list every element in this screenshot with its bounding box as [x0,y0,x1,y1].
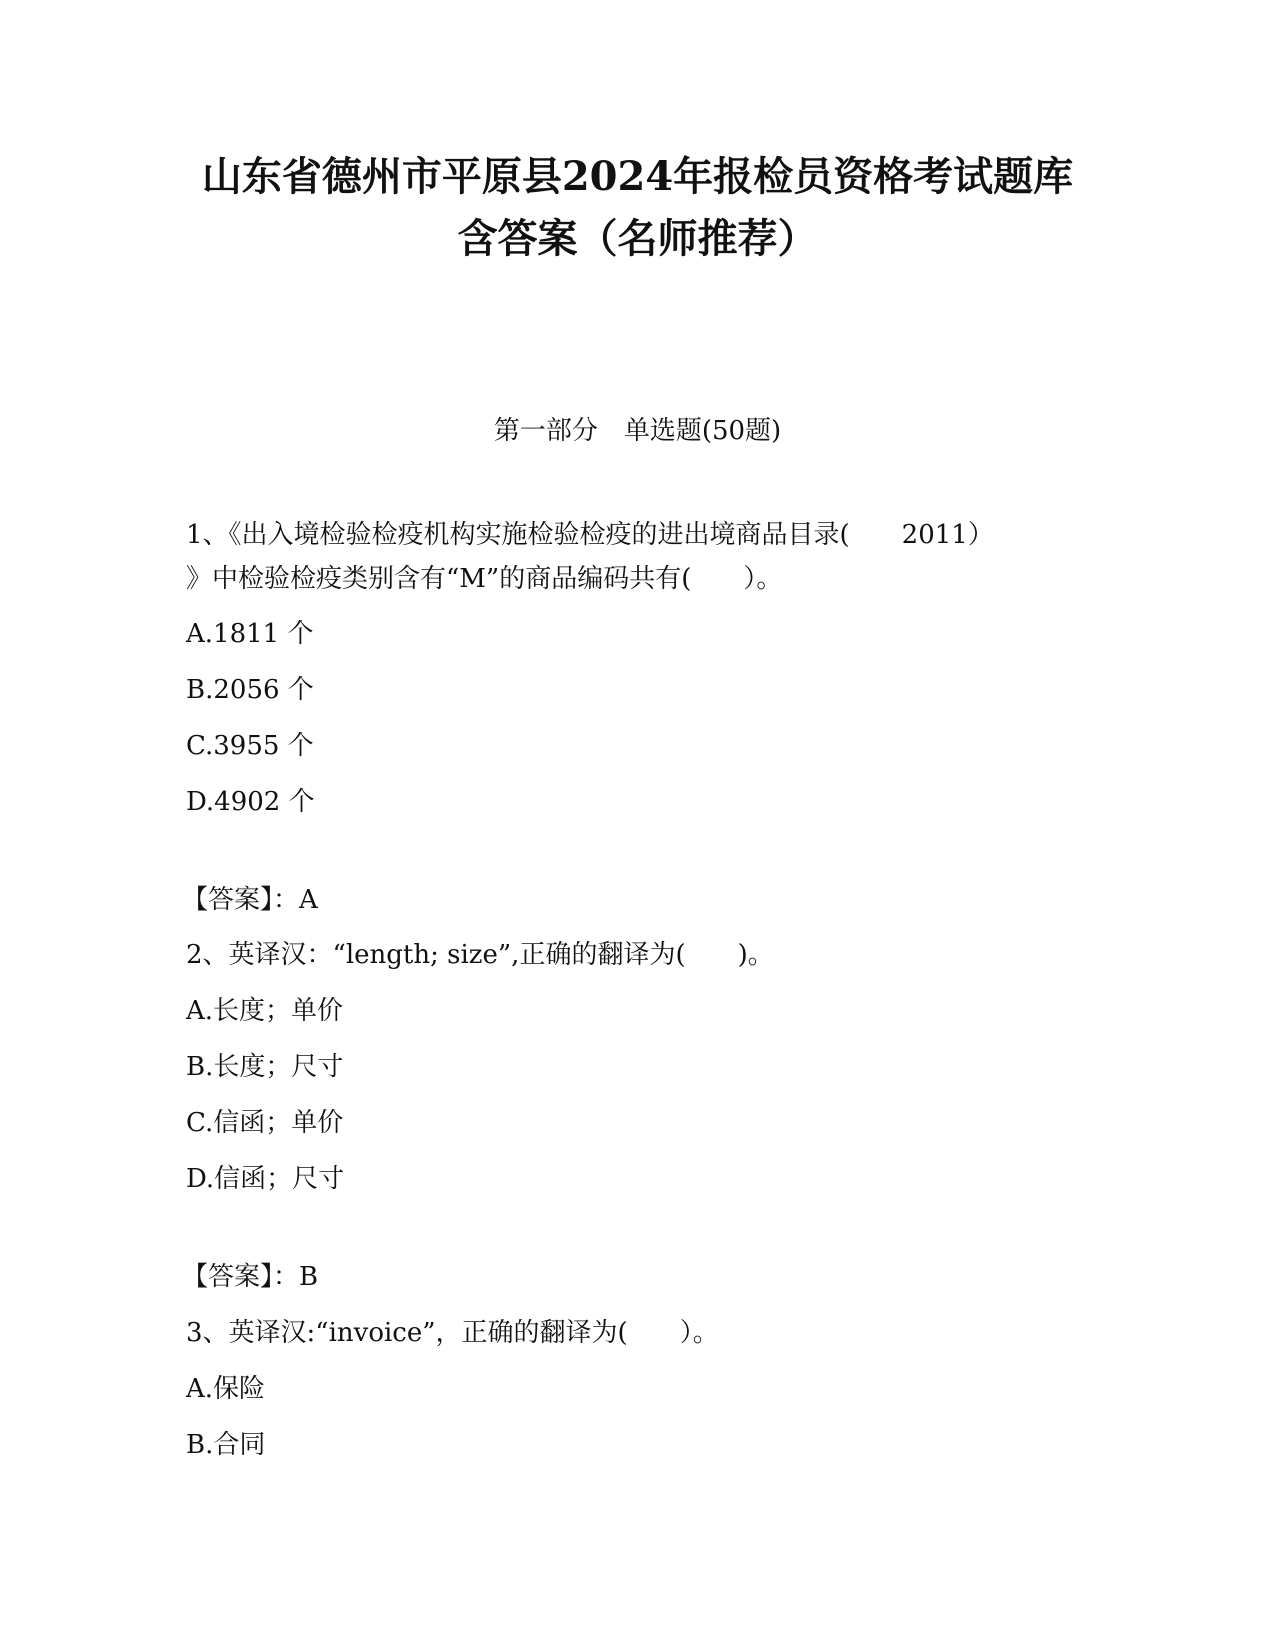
question-2-option-b: B.长度；尺寸 [186,1052,344,1082]
question-2-option-a: A.长度；单价 [186,996,344,1026]
document-title-line-2: 含答案（名师推荐） [457,215,818,262]
section-heading: 第一部分 单选题(50题) [493,416,782,446]
question-3-option-b: B.合同 [186,1430,266,1460]
question-1-option-a: A.1811 个 [186,619,314,649]
question-2-option-d: D.信函；尺寸 [186,1164,345,1194]
document-title-line-1: 山东省德州市平原县2024年报检员资格考试题库 [201,153,1074,200]
question-1-option-b: B.2056 个 [186,675,314,705]
question-2-stem: 2、英译汉：“length; size”,正确的翻译为( )。 [186,940,774,970]
question-3-stem: 3、英译汉:“invoice”，正确的翻译为( ）。 [186,1318,719,1348]
question-3-option-a: A.保险 [186,1374,266,1404]
question-1-option-c: C.3955 个 [186,731,314,761]
question-1-stem-line-1: 1、《出入境检验检疫机构实施检验检疫的进出境商品目录( 2011） [186,520,994,550]
question-2-option-c: C.信函；单价 [186,1108,344,1138]
question-1-answer: 【答案】：A [182,885,318,915]
question-1-option-d: D.4902 个 [186,787,315,817]
question-2-answer: 【答案】：B [182,1262,319,1292]
question-1-stem-line-2: 》中检验检疫类别含有“M”的商品编码共有( ）。 [186,564,783,594]
